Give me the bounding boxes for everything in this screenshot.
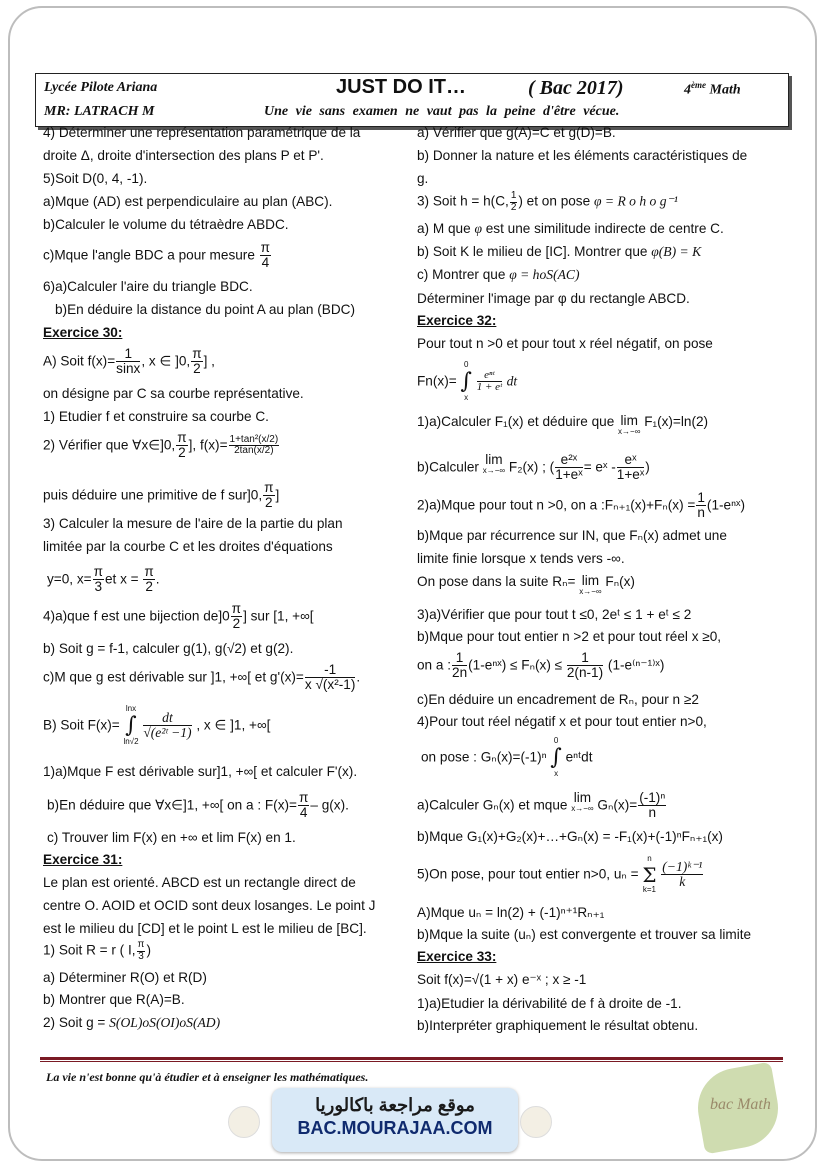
text-line: 1)a)Calculer F₁(x) et déduire que lim x→−∞ F₁(x)=ln(2) — [417, 413, 709, 436]
text-line: on a : $\frac{1}{2n}$ (1-eⁿˣ) ≤ Fₙ(x) ≤ $\frac{1}{2(n-1)}$ (1-e⁽ⁿ⁻¹⁾ˣ) — [417, 650, 665, 681]
exercise-30-heading: Exercice 30: — [43, 325, 123, 340]
text-line: 4)Pour tout réel négatif x et pour tout entier n>0, — [417, 714, 707, 729]
text-line: B) Soit F(x)= lnx ∫ ln√2 $\frac{dt}{\text{√(e²ᵗ −1)}}$ , x ∈ ]1, +∞[ — [43, 704, 271, 746]
text-line: b)Calculer lim x→−∞ F₂(x) ; ( $\frac{\text{e²ˣ}}{\text{1+eˣ}}$ = eˣ - $\frac{\text{eˣ}}{\text{1+eˣ}}$ ) — [417, 452, 650, 483]
text-line: 2) Vérifier que ∀x∈]0, $\frac{\pi}{2}$ ], f(x)= $\frac{\text{1+tan²(x/2)}}{2\tan(x/2)}$ — [43, 430, 279, 461]
page-title: JUST DO IT… — [336, 76, 467, 98]
text-line: b)Mque par récurrence sur IN, que Fₙ(x) admet une — [417, 528, 727, 543]
class-level: 4ème Math — [684, 80, 741, 98]
text-line: b)En déduire la distance du point A au plan (BDC) — [55, 302, 356, 317]
header-motto: Une vie sans examen ne vaut pas la peine d'être vécue. — [264, 104, 620, 119]
text-line: 3) Calculer la mesure de l'aire de la partie du plan — [43, 516, 343, 531]
site-logo-icon — [520, 1106, 552, 1138]
text-line: centre O. AOID et OCID sont deux losanges. Le point J — [43, 898, 376, 913]
text-line: puis déduire une primitive de f sur]0, $\frac{\pi}{2}$ ] — [43, 480, 280, 511]
text-line: b)Mque G₁(x)+G₂(x)+…+Gₙ(x) = -F₁(x)+(-1)ⁿFₙ₊₁(x) — [417, 829, 723, 844]
text-line: Fn(x)= 0 ∫ x $\frac{\text{eⁿᵗ}}{\text{1 + eᵗ}}$ dt — [417, 360, 518, 402]
text-line: b) Soit K le milieu de [IC]. Montrer que φ(B) = K — [417, 244, 702, 259]
banner-arabic-title: موقع مراجعة باكالوريا — [315, 1095, 475, 1115]
text-line: 6)a)Calculer l'aire du triangle BDC. — [43, 279, 253, 294]
text-line: limite finie lorsque x tends vers -∞. — [417, 551, 625, 566]
text-line: b) Soit g = f-1, calculer g(1), g(√2) et g(2). — [43, 641, 294, 656]
text-line: on désigne par C sa courbe représentative. — [43, 386, 304, 401]
site-logo-icon — [228, 1106, 260, 1138]
text-line: on pose : Gₙ(x)=(-1)ⁿ 0 ∫ x eⁿᵗdt — [421, 736, 593, 778]
fraction: $\frac{\pi}{4}$ — [260, 240, 271, 271]
text-line: g. — [417, 171, 429, 186]
text-line: droite Δ, droite d'intersection des plans P et P'. — [43, 148, 324, 163]
text-line: b) Donner la nature et les éléments caractéristiques de — [417, 148, 748, 163]
text-line: 1) Soit R = r ( I, $\frac{\pi}{3}$ ) — [43, 939, 151, 962]
text-line: 2)a)Mque pour tout n >0, on a :Fₙ₊₁(x)+Fₙ(x) = $\frac{1}{n}$ (1-eⁿˣ) — [417, 490, 746, 521]
text-line: 1)a)Etudier la dérivabilité de f à droite de -1. — [417, 996, 682, 1011]
text-line: c) Montrer que φ = hoS(AC) — [417, 267, 580, 282]
bac-math-logo-text: bac Math — [710, 1096, 771, 1113]
text-line: b)Calculer le volume du tétraèdre ABDC. — [43, 217, 289, 232]
text-line: 5)Soit D(0, 4, -1). — [43, 171, 148, 186]
text-line: A)Mque uₙ = ln(2) + (-1)ⁿ⁺¹Rₙ₊₁ — [417, 905, 605, 920]
text-line: c)En déduire un encadrement de Rₙ, pour n ≥2 — [417, 692, 699, 707]
text-line: b)Mque pour tout entier n >2 et pour tout réel x ≥0, — [417, 629, 722, 644]
text-line: 4)a)que f est une bijection de]0 $\frac{\pi}{2}$ ] sur [1, +∞[ — [43, 601, 314, 632]
text-line: Déterminer l'image par φ du rectangle ABCD. — [417, 291, 690, 306]
exercise-31-heading: Exercice 31: — [43, 852, 123, 867]
text-line: a) Déterminer R(O) et R(D) — [43, 970, 207, 985]
site-banner[interactable] — [272, 1088, 518, 1152]
text-line: 4) Déterminer une représentation paramétrique de la — [43, 125, 361, 140]
teacher-name: MR: LATRACH M — [44, 104, 155, 119]
text-line: est le milieu du [CD] et le point L est le milieu de [BC]. — [43, 921, 367, 936]
text-line: 1)a)Mque F est dérivable sur]1, +∞[ et calculer F'(x). — [43, 764, 358, 779]
bac-year: ( Bac 2017) — [528, 77, 624, 99]
text-line: c)Mque l'angle BDC a pour mesure $\frac{\pi}{4}$ — [43, 240, 271, 271]
exercise-32-heading: Exercice 32: — [417, 313, 497, 328]
text-line: b)Interpréter graphiquement le résultat obtenu. — [417, 1018, 699, 1033]
footer-divider-thin — [40, 1061, 783, 1062]
school-name: Lycée Pilote Ariana — [44, 80, 158, 95]
text-line: limitée par la courbe C et les droites d'équations — [43, 539, 333, 554]
text-line: 3)a)Vérifier que pour tout t ≤0, 2eᵗ ≤ 1 + eᵗ ≤ 2 — [417, 607, 692, 622]
text-line: a)Calculer Gₙ(x) et mque lim x→−∞ Gₙ(x)= $\frac{\text{(-1)ⁿ}}{n}$ — [417, 790, 666, 821]
text-line: y=0, x= $\frac{\pi}{3}$ et x = $\frac{\pi}{2}$ . — [47, 564, 160, 595]
text-line: b) Montrer que R(A)=B. — [43, 992, 185, 1007]
text-line: 2) Soit g = S(OL)oS(OI)oS(AD) — [43, 1015, 221, 1030]
text-line: c) Trouver lim F(x) en +∞ et lim F(x) en 1. — [47, 830, 296, 845]
page-header — [35, 73, 789, 127]
text-line: 5)On pose, pour tout entier n>0, uₙ = n Σ k=1 $\frac{\text{(−1)ᵏ⁻¹}}{k}$ — [417, 854, 703, 894]
text-line: a)Mque (AD) est perpendiculaire au plan (ABC). — [43, 194, 333, 209]
text-line: Le plan est orienté. ABCD est un rectangle direct de — [43, 875, 356, 890]
text-line: a) Vérifier que g(A)=C et g(D)=B. — [417, 125, 616, 140]
text-line: Soit f(x)=√(1 + x) e⁻ˣ ; x ≥ -1 — [417, 972, 587, 987]
text-line: On pose dans la suite Rₙ= lim x→−∞ Fₙ(x) — [417, 573, 635, 596]
text-line: c)M que g est dérivable sur ]1, +∞[ et g'(x)= $\frac{-1}{\text{x √(x²-1)}}$ . — [43, 662, 361, 693]
text-line: A) Soit f(x)= $\frac{1}{\sin x}$ , x ∈ ]0, $\frac{\pi}{2}$ ] , — [43, 346, 215, 377]
exercise-33-heading: Exercice 33: — [417, 949, 497, 964]
banner-url-link[interactable]: BAC.MOURAJAA.COM — [297, 1118, 493, 1138]
footer-motto: La vie n'est bonne qu'à étudier et à enseigner les mathématiques. — [46, 1070, 369, 1084]
text-line: b)Mque la suite (uₙ) est convergente et trouver sa limite — [417, 927, 752, 942]
text-line: a) M que φ est une similitude indirecte de centre C. — [417, 221, 724, 236]
text-line: 1) Etudier f et construire sa courbe C. — [43, 409, 269, 424]
text-line: Pour tout n >0 et pour tout x réel négatif, on pose — [417, 336, 713, 351]
footer-divider — [40, 1057, 783, 1060]
text-line: b)En déduire que ∀x∈]1, +∞[ on a : F(x)= $\frac{\pi}{4}$ – g(x). — [47, 790, 349, 821]
text-line: 3) Soit h = h(C, $\frac{1}{2}$ ) et on pose φ = R o h o g⁻¹ — [417, 190, 678, 213]
